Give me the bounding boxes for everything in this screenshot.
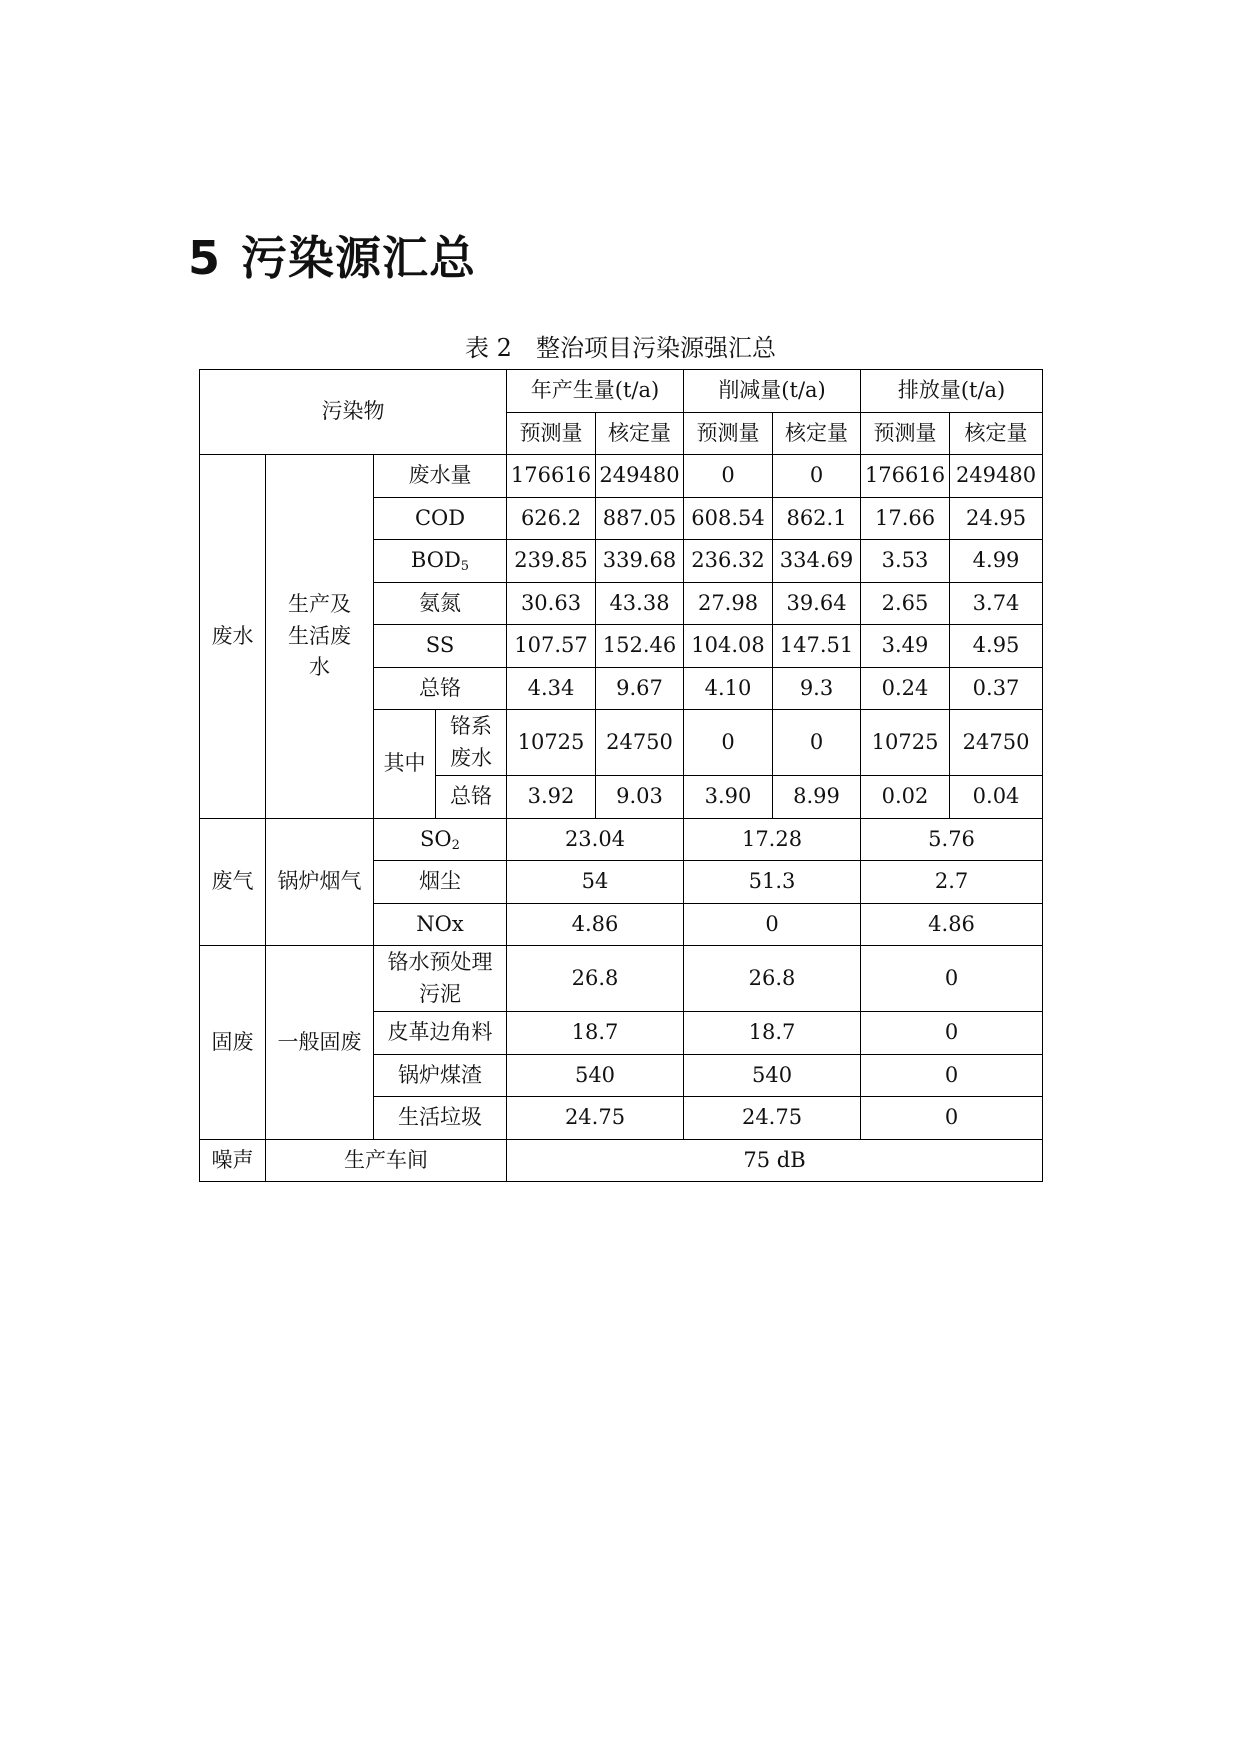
value-cell: 18.7 [507, 1012, 684, 1055]
value-cell: 4.95 [950, 625, 1043, 668]
section-number: 5 [188, 231, 222, 285]
item-text: SO [420, 826, 452, 851]
value-cell: 540 [507, 1054, 684, 1097]
value-cell: 9.67 [596, 667, 684, 710]
value-cell: 5.76 [861, 818, 1043, 861]
value-cell: 24.95 [950, 497, 1043, 540]
header-annual-generation: 年产生量(t/a) [507, 370, 684, 413]
value-cell: 608.54 [684, 497, 773, 540]
category-cell: 噪声 [200, 1139, 266, 1182]
item-cell: 废水量 [374, 455, 507, 498]
table-row [200, 818, 1043, 861]
value-cell: 4.99 [950, 540, 1043, 583]
value-cell: 249480 [950, 455, 1043, 498]
value-cell: 0 [861, 1012, 1043, 1055]
header-sub-forecast: 预测量 [861, 412, 950, 455]
of-which-cell: 其中 [374, 710, 436, 819]
value-cell: 4.86 [861, 903, 1043, 946]
value-cell: 3.74 [950, 582, 1043, 625]
value-cell: 75 dB [507, 1139, 1043, 1182]
item-cell: 总铬 [374, 667, 507, 710]
table-caption: 表 2 整治项目污染源强汇总 [465, 334, 776, 362]
value-cell: 0 [773, 710, 861, 776]
source-cell: 生产车间 [266, 1139, 507, 1182]
item-cell [374, 540, 507, 583]
value-cell: 0.04 [950, 776, 1043, 819]
value-cell: 0 [684, 710, 773, 776]
value-cell: 27.98 [684, 582, 773, 625]
value-cell: 176616 [861, 455, 950, 498]
value-cell: 4.86 [507, 903, 684, 946]
value-cell: 0.02 [861, 776, 950, 819]
value-cell: 0 [861, 1097, 1043, 1140]
table-row [200, 1139, 1043, 1182]
value-cell: 9.3 [773, 667, 861, 710]
value-cell: 23.04 [507, 818, 684, 861]
item-cell: 皮革边角料 [374, 1012, 507, 1055]
item-cell: 生活垃圾 [374, 1097, 507, 1140]
value-cell: 2.7 [861, 861, 1043, 904]
source-cell: 锅炉烟气 [266, 818, 374, 946]
header-sub-approved: 核定量 [950, 412, 1043, 455]
item-text: BOD [410, 548, 461, 573]
table-row [200, 946, 1043, 1012]
item-cell [374, 818, 507, 861]
value-cell: 3.53 [861, 540, 950, 583]
section-title: 污染源汇总 [241, 231, 477, 285]
value-cell: 2.65 [861, 582, 950, 625]
value-cell: 24750 [596, 710, 684, 776]
value-cell: 334.69 [773, 540, 861, 583]
category-cell: 废气 [200, 818, 266, 946]
item-cell: 氨氮 [374, 582, 507, 625]
value-cell: 107.57 [507, 625, 596, 668]
value-cell: 9.03 [596, 776, 684, 819]
value-cell: 4.10 [684, 667, 773, 710]
value-cell: 249480 [596, 455, 684, 498]
item-cell: 锅炉煤渣 [374, 1054, 507, 1097]
header-sub-approved: 核定量 [596, 412, 684, 455]
value-cell: 26.8 [507, 946, 684, 1012]
value-cell: 8.99 [773, 776, 861, 819]
value-cell: 54 [507, 861, 684, 904]
value-cell: 3.92 [507, 776, 596, 819]
value-cell: 10725 [507, 710, 596, 776]
value-cell: 236.32 [684, 540, 773, 583]
value-cell: 17.66 [861, 497, 950, 540]
value-cell: 0 [684, 903, 861, 946]
value-cell: 0.37 [950, 667, 1043, 710]
value-cell: 862.1 [773, 497, 861, 540]
value-cell: 176616 [507, 455, 596, 498]
item-cell: NOx [374, 903, 507, 946]
value-cell: 30.63 [507, 582, 596, 625]
value-cell: 887.05 [596, 497, 684, 540]
header-sub-approved: 核定量 [773, 412, 861, 455]
value-cell: 10725 [861, 710, 950, 776]
source-cell: 生产及生活废水 [266, 455, 374, 819]
value-cell: 0 [861, 1054, 1043, 1097]
table-row [200, 455, 1043, 498]
category-cell: 固废 [200, 946, 266, 1140]
item-cell: 总铬 [436, 776, 507, 819]
value-cell: 626.2 [507, 497, 596, 540]
value-cell: 24.75 [507, 1097, 684, 1140]
value-cell: 43.38 [596, 582, 684, 625]
value-cell: 0 [684, 455, 773, 498]
category-cell: 废水 [200, 455, 266, 819]
item-cell: SS [374, 625, 507, 668]
header-emission: 排放量(t/a) [861, 370, 1043, 413]
item-subscript: 5 [460, 559, 470, 575]
header-sub-forecast: 预测量 [507, 412, 596, 455]
value-cell: 18.7 [684, 1012, 861, 1055]
value-cell: 0 [861, 946, 1043, 1012]
item-cell: 铬水预处理污泥 [374, 946, 507, 1012]
item-cell: COD [374, 497, 507, 540]
item-subscript: 2 [451, 837, 460, 853]
section-heading [188, 222, 476, 288]
value-cell: 39.64 [773, 582, 861, 625]
value-cell: 26.8 [684, 946, 861, 1012]
value-cell: 152.46 [596, 625, 684, 668]
value-cell: 147.51 [773, 625, 861, 668]
value-cell: 0.24 [861, 667, 950, 710]
value-cell: 0 [773, 455, 861, 498]
item-cell: 烟尘 [374, 861, 507, 904]
value-cell: 24.75 [684, 1097, 861, 1140]
value-cell: 51.3 [684, 861, 861, 904]
value-cell: 4.34 [507, 667, 596, 710]
header-sub-forecast: 预测量 [684, 412, 773, 455]
header-reduction: 削减量(t/a) [684, 370, 861, 413]
value-cell: 17.28 [684, 818, 861, 861]
source-cell: 一般固废 [266, 946, 374, 1140]
value-cell: 339.68 [596, 540, 684, 583]
value-cell: 239.85 [507, 540, 596, 583]
item-cell: 铬系废水 [436, 710, 507, 776]
value-cell: 3.49 [861, 625, 950, 668]
value-cell: 540 [684, 1054, 861, 1097]
pollution-source-table [199, 369, 1043, 1182]
value-cell: 3.90 [684, 776, 773, 819]
value-cell: 104.08 [684, 625, 773, 668]
value-cell: 24750 [950, 710, 1043, 776]
header-pollutant: 污染物 [200, 370, 507, 455]
